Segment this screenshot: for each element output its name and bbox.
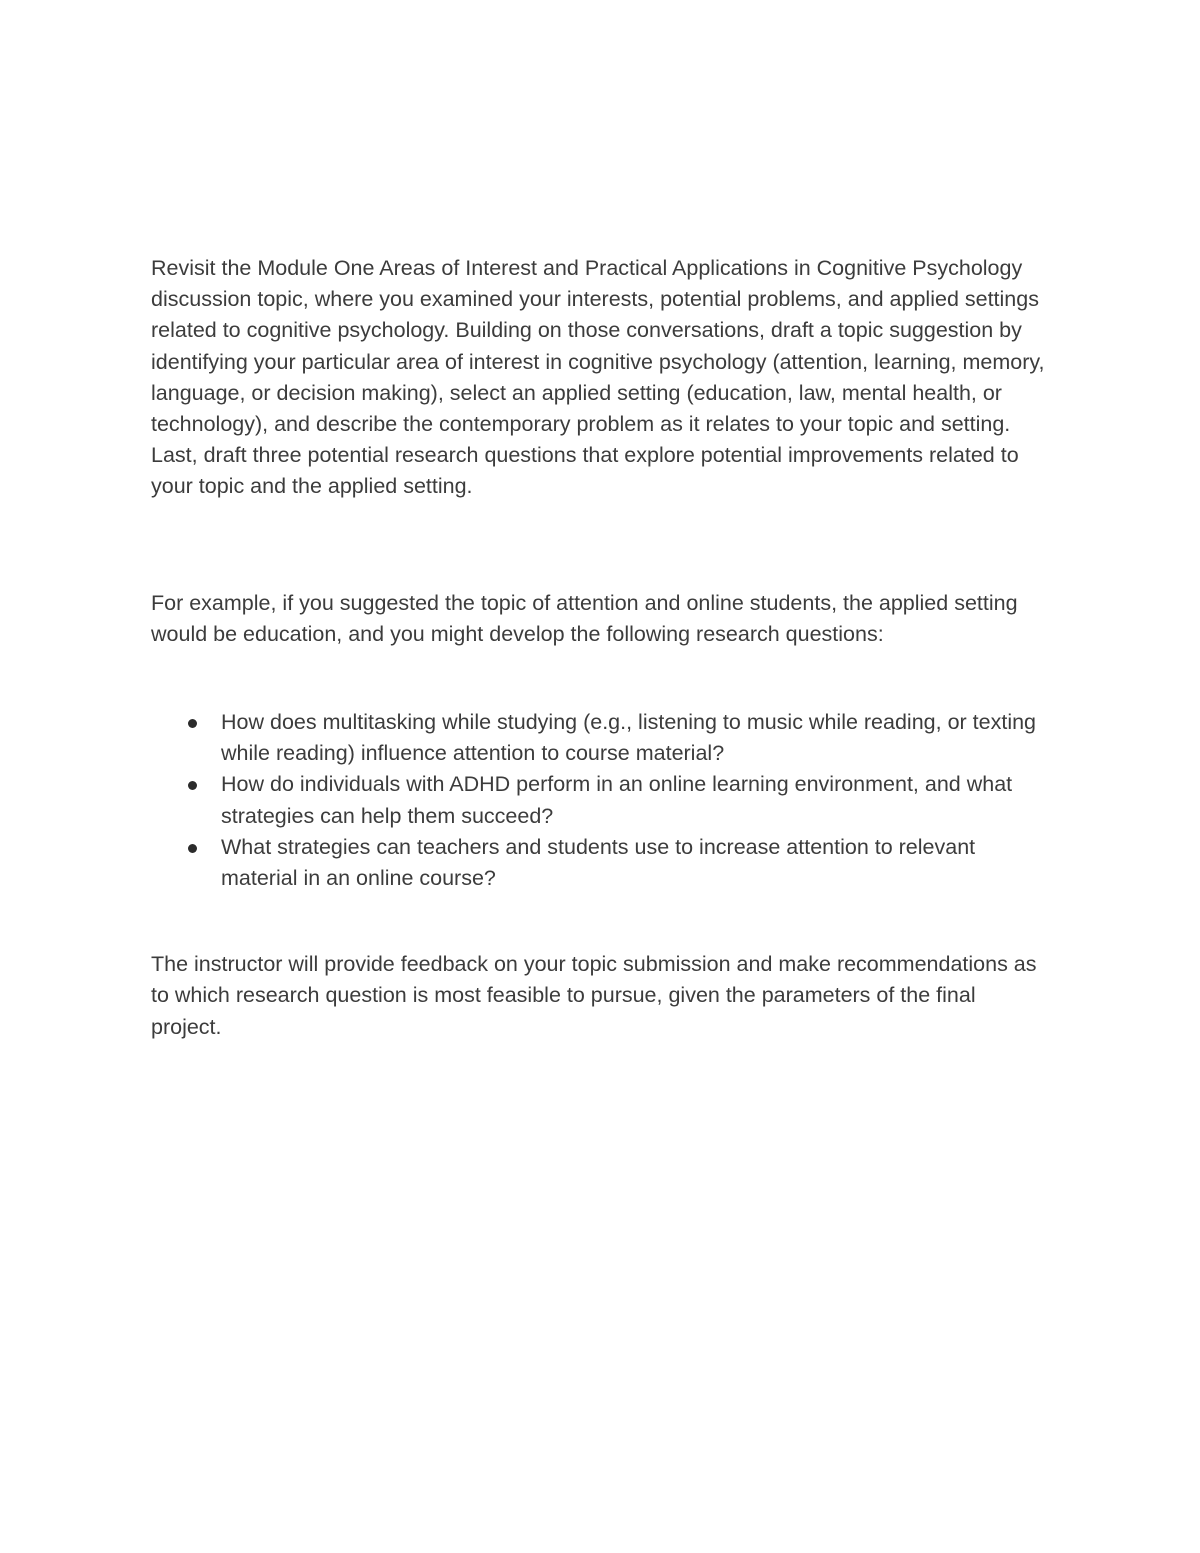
- intro-paragraph: Revisit the Module One Areas of Interest and Practical Applications in Cognitive Psychology discussion topic, where you examined your interests, potential problems, and applied settings related to cognitive psychology. Building on those conversations, draft a topic suggestion by identifying your particular area of interest in cognitive psychology (attention, learning, memory, language, or decision making), select an applied setting (education, law, mental health, or technology), and describe the contemporary problem as it relates to your topic and setting. Last, draft three potential research questions that explore potential improvements related to your topic and the applied setting.: [151, 256, 1045, 499]
- list-item: [221, 832, 1051, 894]
- closing-paragraph: The instructor will provide feedback on your topic submission and make recommendations as to which research question is most feasible to pursue, given the parameters of the final project.: [151, 952, 1037, 1039]
- list-item: [221, 707, 1051, 769]
- bullet-dot-icon: [188, 781, 197, 790]
- list-item: [221, 769, 1051, 831]
- research-questions-list: [151, 707, 1051, 894]
- research-question-text: How does multitasking while studying (e.g., listening to music while reading, or texting while reading) influence attention to course material?: [221, 710, 1037, 766]
- bullet-dot-icon: [188, 844, 197, 853]
- bullet-dot-icon: [188, 719, 197, 728]
- research-question-text: What strategies can teachers and students use to increase attention to relevant material in an online course?: [221, 834, 976, 891]
- research-question-text: How do individuals with ADHD perform in an online learning environment, and what strategies can help them succeed?: [221, 772, 1013, 828]
- example-paragraph: For example, if you suggested the topic of attention and online students, the applied setting would be education, and you might develop the following research questions:: [151, 590, 1018, 646]
- document-body: [151, 253, 1051, 1043]
